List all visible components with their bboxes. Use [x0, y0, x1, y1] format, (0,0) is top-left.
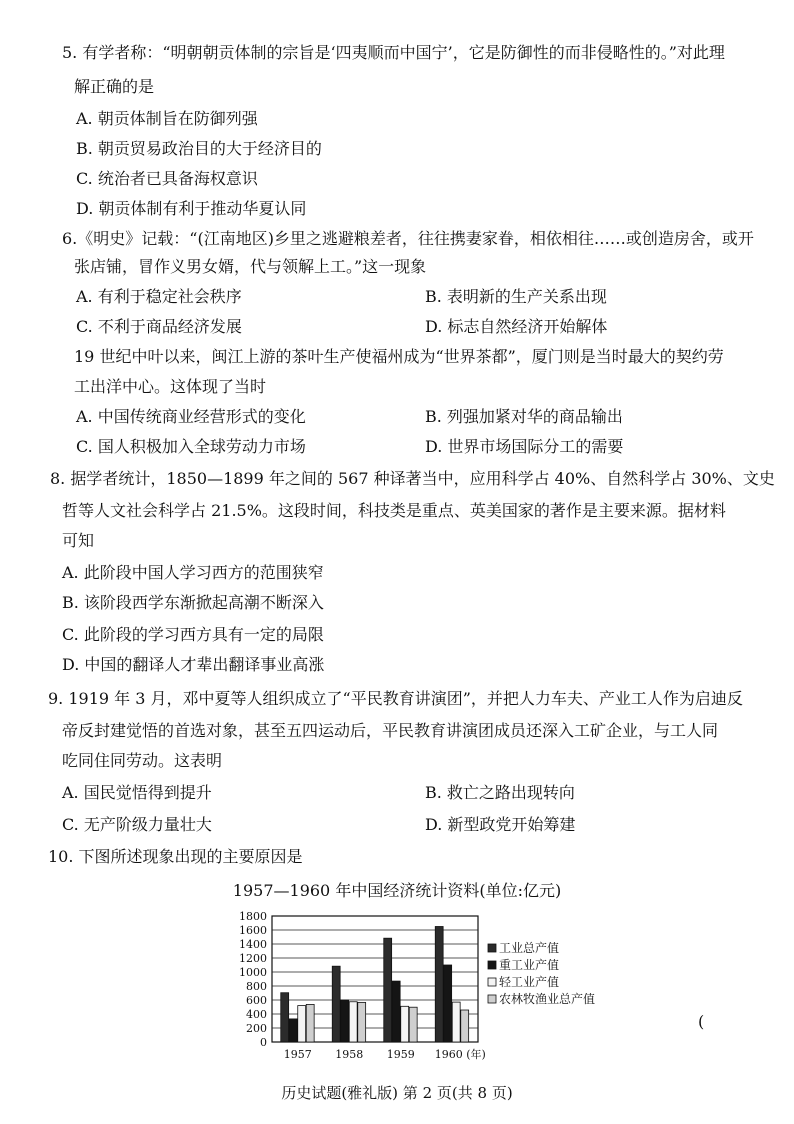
bar-农林牧渔业总产值-1959: [409, 1007, 417, 1042]
y-tick-label: 400: [246, 1008, 267, 1021]
question-7-line-1: 19 世纪中叶以来，闽江上游的茶叶生产使福州成为“世界茶都”，厦门则是当时最大的契约劳: [74, 347, 724, 366]
question-5-option-d: D. 朝贡体制有利于推动华夏认同: [76, 199, 307, 218]
question-5-line-1: 5. 有学者称：“明朝朝贡体制的宗旨是‘四夷顺而中国宁’，它是防御性的而非侵略性的。”对此理: [62, 43, 725, 62]
y-tick-label: 1000: [239, 966, 267, 979]
bar-农林牧渔业总产值-1957: [306, 1004, 314, 1042]
y-tick-label: 1800: [239, 910, 267, 923]
question-9-line-1: 9. 1919 年 3 月，邓中夏等人组织成立了“平民教育讲演团”，并把人力车夫、产业工人作为启迪反: [48, 689, 743, 708]
legend-swatch: [488, 978, 496, 986]
bar-重工业产值-1959: [392, 981, 400, 1042]
bar-工业总产值-1958: [332, 966, 340, 1042]
economic-statistics-chart: [200, 906, 660, 1066]
question-6-line-2: 张店铺，冒作义男女婿，代与领解上工。”这一现象: [74, 257, 427, 276]
bar-工业总产值-1959: [384, 938, 392, 1042]
question-8-line-3: 可知: [62, 531, 95, 550]
y-tick-label: 600: [246, 994, 267, 1007]
bar-轻工业产值-1960 (年): [452, 1002, 460, 1042]
y-tick-label: 800: [246, 980, 267, 993]
y-tick-label: 200: [246, 1022, 267, 1035]
x-tick-label: 1960 (年): [434, 1048, 486, 1061]
question-8-line-1: 8. 据学者统计，1850—1899 年之间的 567 种译著当中，应用科学占 40%、自然科学占 30%、文史: [50, 469, 775, 488]
bar-重工业产值-1957: [289, 1019, 297, 1042]
y-tick-label: 1600: [239, 924, 267, 937]
chart-title: 1957—1960 年中国经济统计资料(单位:亿元): [232, 881, 562, 900]
legend-swatch: [488, 995, 496, 1003]
bar-重工业产值-1958: [341, 1000, 349, 1042]
bar-轻工业产值-1958: [349, 1002, 357, 1042]
question-6-line-1: 6.《明史》记载：“(江南地区)乡里之逃避粮差者，往往携妻家眷，相依相往……或创造房舍，或开: [62, 229, 754, 248]
question-6-option-c: C. 不利于商品经济发展: [76, 317, 242, 336]
page-footer: 历史试题(雅礼版) 第 2 页(共 8 页): [281, 1084, 513, 1102]
question-10-line-1: 10. 下图所述现象出现的主要原因是: [48, 847, 303, 866]
question-8-option-c: C. 此阶段的学习西方具有一定的局限: [62, 625, 324, 644]
y-tick-label: 1400: [239, 938, 267, 951]
legend-swatch: [488, 961, 496, 969]
question-7-option-d: D. 世界市场国际分工的需要: [425, 437, 624, 456]
x-tick-label: 1957: [283, 1048, 312, 1061]
bar-工业总产值-1957: [281, 993, 289, 1042]
question-9-option-a: A. 国民觉悟得到提升: [62, 783, 212, 802]
question-8-line-2: 哲等人文社会科学占 21.5%。这段时间，科技类是重点、英美国家的著作是主要来源。据材料: [62, 501, 726, 520]
question-6-option-b: B. 表明新的生产关系出现: [425, 287, 607, 306]
bar-轻工业产值-1959: [401, 1006, 409, 1042]
question-9-option-d: D. 新型政党开始筹建: [425, 815, 576, 834]
question-6-option-d: D. 标志自然经济开始解体: [425, 317, 608, 336]
y-tick-label: 0: [260, 1036, 267, 1049]
x-tick-label: 1959: [386, 1048, 415, 1061]
question-5-option-b: B. 朝贡贸易政治目的大于经济目的: [76, 139, 322, 158]
question-8-option-d: D. 中国的翻译人才辈出翻译事业高涨: [62, 655, 325, 674]
question-5-option-a: A. 朝贡体制旨在防御列强: [76, 109, 258, 128]
legend-label: 轻工业产值: [499, 975, 560, 989]
bar-重工业产值-1960 (年): [444, 965, 452, 1042]
question-8-option-b: B. 该阶段西学东渐掀起高潮不断深入: [62, 593, 324, 612]
question-7-option-a: A. 中国传统商业经营形式的变化: [76, 407, 306, 426]
bar-农林牧渔业总产值-1960 (年): [461, 1010, 469, 1042]
question-7-option-b: B. 列强加紧对华的商品输出: [425, 407, 623, 426]
legend-label: 工业总产值: [499, 941, 560, 955]
question-6-option-a: A. 有利于稳定社会秩序: [76, 287, 242, 306]
question-9-option-b: B. 救亡之路出现转向: [425, 783, 575, 802]
y-tick-label: 1200: [239, 952, 267, 965]
question-9-line-2: 帝反封建觉悟的首选对象，甚至五四运动后，平民教育讲演团成员还深入工矿企业，与工人同: [62, 721, 719, 740]
question-5-option-c: C. 统治者已具备海权意识: [76, 169, 258, 188]
legend-label: 重工业产值: [499, 958, 560, 972]
x-tick-label: 1958: [335, 1048, 364, 1061]
question-5-line-2: 解正确的是: [74, 77, 155, 96]
question-9-line-3: 吃同住同劳动。这表明: [62, 751, 223, 770]
legend-label: 农林牧渔业总产值: [499, 992, 596, 1006]
bar-农林牧渔业总产值-1958: [358, 1002, 366, 1042]
legend-swatch: [488, 944, 496, 952]
question-8-option-a: A. 此阶段中国人学习西方的范围狭窄: [62, 563, 324, 582]
question-7-line-2: 工出洋中心。这体现了当时: [74, 377, 267, 396]
question-9-option-c: C. 无产阶级力量壮大: [62, 815, 212, 834]
bar-轻工业产值-1957: [298, 1006, 306, 1042]
question-7-option-c: C. 国人积极加入全球劳动力市场: [76, 437, 306, 456]
bar-工业总产值-1960 (年): [435, 927, 443, 1043]
answer-parenthesis: (: [698, 1012, 705, 1031]
